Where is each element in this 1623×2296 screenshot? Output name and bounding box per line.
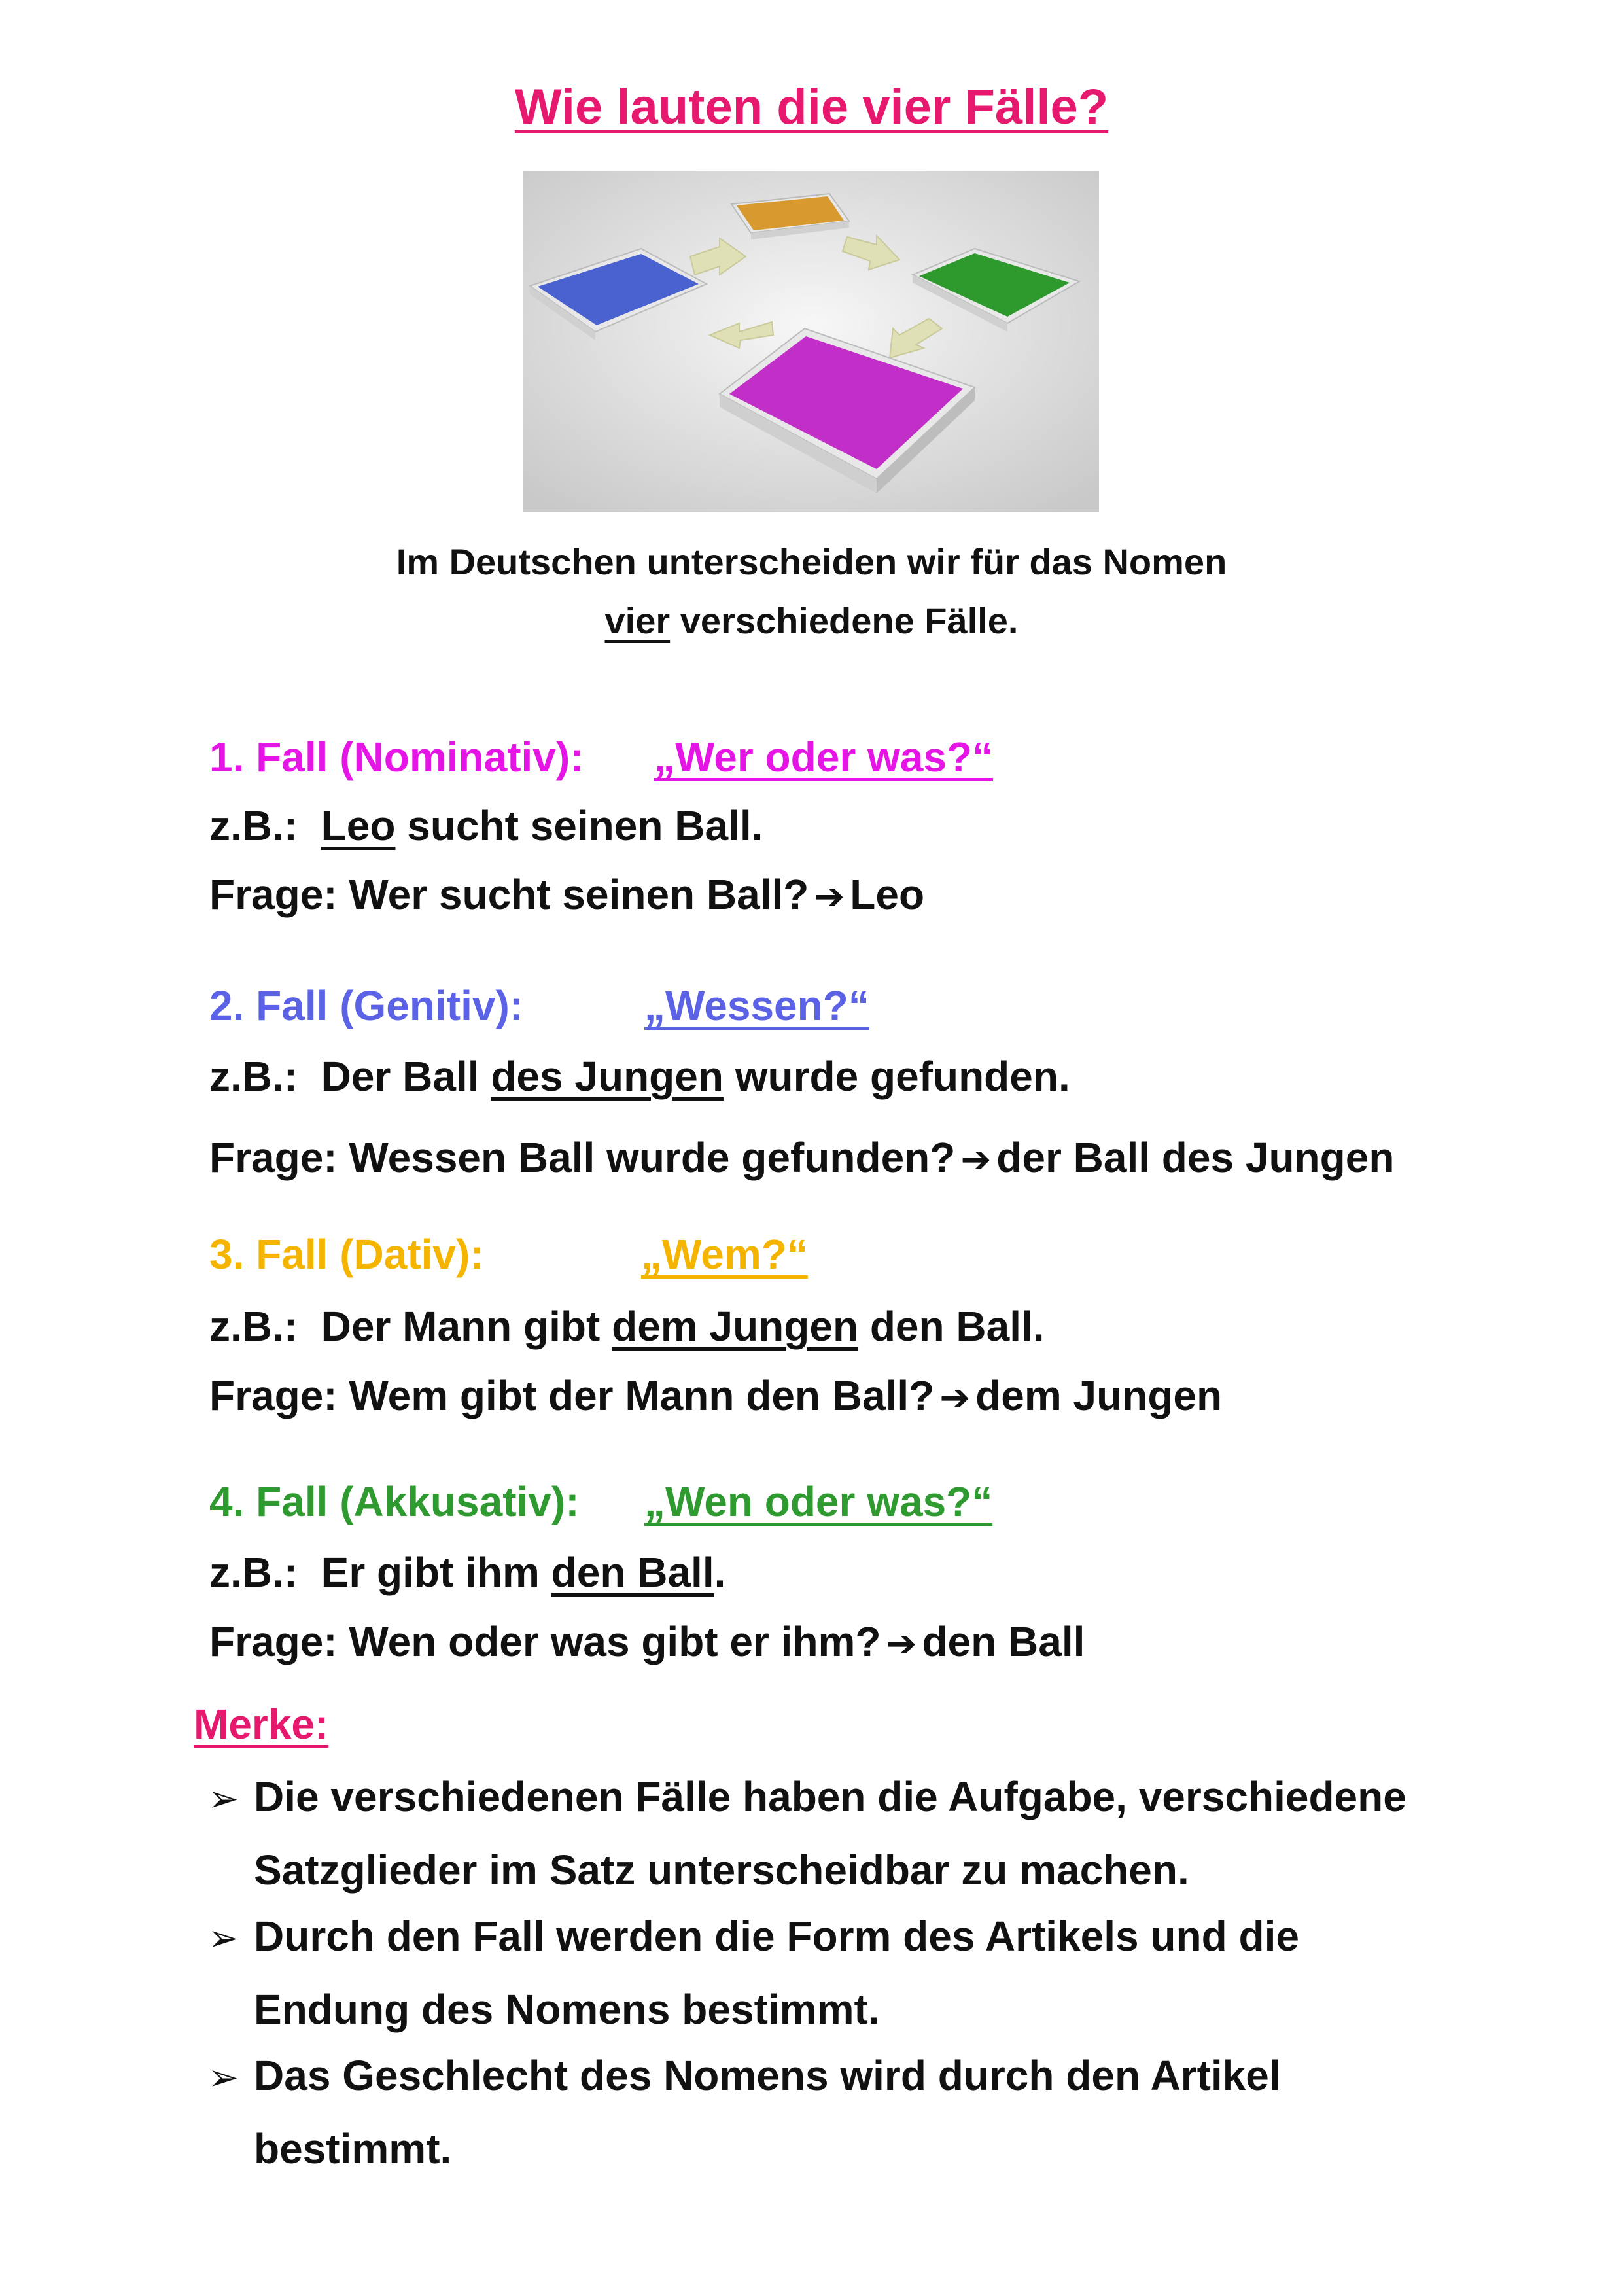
example-text: Der Ball bbox=[321, 1053, 491, 1100]
case-3-heading bbox=[209, 1230, 808, 1279]
example-prefix: z.B.: bbox=[209, 1303, 321, 1350]
case-1-heading bbox=[209, 733, 994, 781]
case-question: „Wem?“ bbox=[641, 1231, 808, 1278]
example-text: wurde gefunden. bbox=[723, 1053, 1070, 1100]
example-text: den Ball. bbox=[858, 1303, 1045, 1350]
merke-text: Das Geschlecht des Nomens wird durch den Artikel bbox=[254, 2052, 1281, 2099]
example-highlight: dem Jungen bbox=[612, 1303, 859, 1350]
question-text: Frage: Wem gibt der Mann den Ball? bbox=[209, 1372, 935, 1419]
example-text: Der Mann gibt bbox=[321, 1303, 612, 1350]
answer-text: der Ball des Jungen bbox=[996, 1134, 1395, 1181]
example-prefix: z.B.: bbox=[209, 802, 321, 849]
intro-rest: verschiedene Fälle. bbox=[670, 600, 1019, 641]
answer-text: Leo bbox=[850, 871, 925, 918]
case-2-example bbox=[209, 1052, 1070, 1101]
case-label: 1. Fall (Nominativ): bbox=[209, 733, 584, 781]
case-3-question-line bbox=[209, 1371, 1222, 1420]
intro-line-1: Im Deutschen unterscheiden wir für das Nomen bbox=[396, 541, 1227, 582]
right-arrow-icon: ➔ bbox=[814, 875, 845, 918]
question-text: Frage: Wen oder was gibt er ihm? bbox=[209, 1618, 881, 1665]
example-text: sucht seinen Ball. bbox=[395, 802, 763, 849]
case-question: „Wessen?“ bbox=[644, 982, 869, 1029]
right-arrow-icon: ➔ bbox=[960, 1139, 992, 1181]
example-highlight: den Ball bbox=[551, 1549, 714, 1596]
merke-text: Endung des Nomens bestimmt. bbox=[254, 1986, 880, 2033]
intro-line-2 bbox=[0, 599, 1623, 642]
merke-item bbox=[208, 1901, 1484, 2045]
merke-text: Durch den Fall werden die Form des Artikels und die bbox=[254, 1913, 1299, 1960]
case-4-example bbox=[209, 1548, 725, 1597]
merke-item bbox=[208, 2040, 1484, 2184]
example-highlight: des Jungen bbox=[491, 1053, 724, 1100]
intro-emphasis: vier bbox=[604, 600, 671, 641]
case-1-example bbox=[209, 802, 763, 850]
merke-text: bestimmt. bbox=[254, 2125, 452, 2172]
right-arrow-icon: ➔ bbox=[939, 1377, 971, 1419]
merke-item bbox=[208, 1761, 1484, 1905]
case-label: 3. Fall (Dativ): bbox=[209, 1231, 484, 1278]
case-1-question-line bbox=[209, 870, 924, 919]
four-cases-illustration bbox=[523, 171, 1099, 512]
question-text: Frage: Wessen Ball wurde gefunden? bbox=[209, 1134, 956, 1181]
case-2-question-line bbox=[209, 1133, 1394, 1182]
merke-text: Satzglieder im Satz unterscheidbar zu machen. bbox=[254, 1846, 1189, 1894]
question-text: Frage: Wer sucht seinen Ball? bbox=[209, 871, 809, 918]
answer-text: den Ball bbox=[922, 1618, 1085, 1665]
case-question: „Wer oder was?“ bbox=[654, 733, 994, 781]
arrowhead-bullet-icon: ➢ bbox=[208, 1917, 239, 1960]
case-label: 4. Fall (Akkusativ): bbox=[209, 1478, 580, 1525]
example-highlight: Leo bbox=[321, 802, 396, 849]
arrowhead-bullet-icon: ➢ bbox=[208, 2057, 239, 2099]
answer-text: dem Jungen bbox=[975, 1372, 1223, 1419]
example-prefix: z.B.: bbox=[209, 1549, 321, 1596]
example-text: . bbox=[714, 1549, 726, 1596]
case-2-heading bbox=[209, 981, 869, 1030]
example-prefix: z.B.: bbox=[209, 1053, 321, 1100]
merke-heading: Merke: bbox=[194, 1701, 329, 1748]
case-4-heading bbox=[209, 1477, 993, 1526]
page-title: Wie lauten die vier Fälle? bbox=[514, 79, 1109, 135]
case-4-question-line bbox=[209, 1617, 1085, 1666]
case-question: „Wen oder was?“ bbox=[644, 1478, 993, 1525]
example-text: Er gibt ihm bbox=[321, 1549, 551, 1596]
merke-text: Die verschiedenen Fälle haben die Aufgabe, verschiedene bbox=[254, 1773, 1406, 1820]
case-label: 2. Fall (Genitiv): bbox=[209, 982, 524, 1029]
right-arrow-icon: ➔ bbox=[886, 1623, 917, 1665]
arrowhead-bullet-icon: ➢ bbox=[208, 1778, 239, 1820]
case-3-example bbox=[209, 1302, 1045, 1351]
